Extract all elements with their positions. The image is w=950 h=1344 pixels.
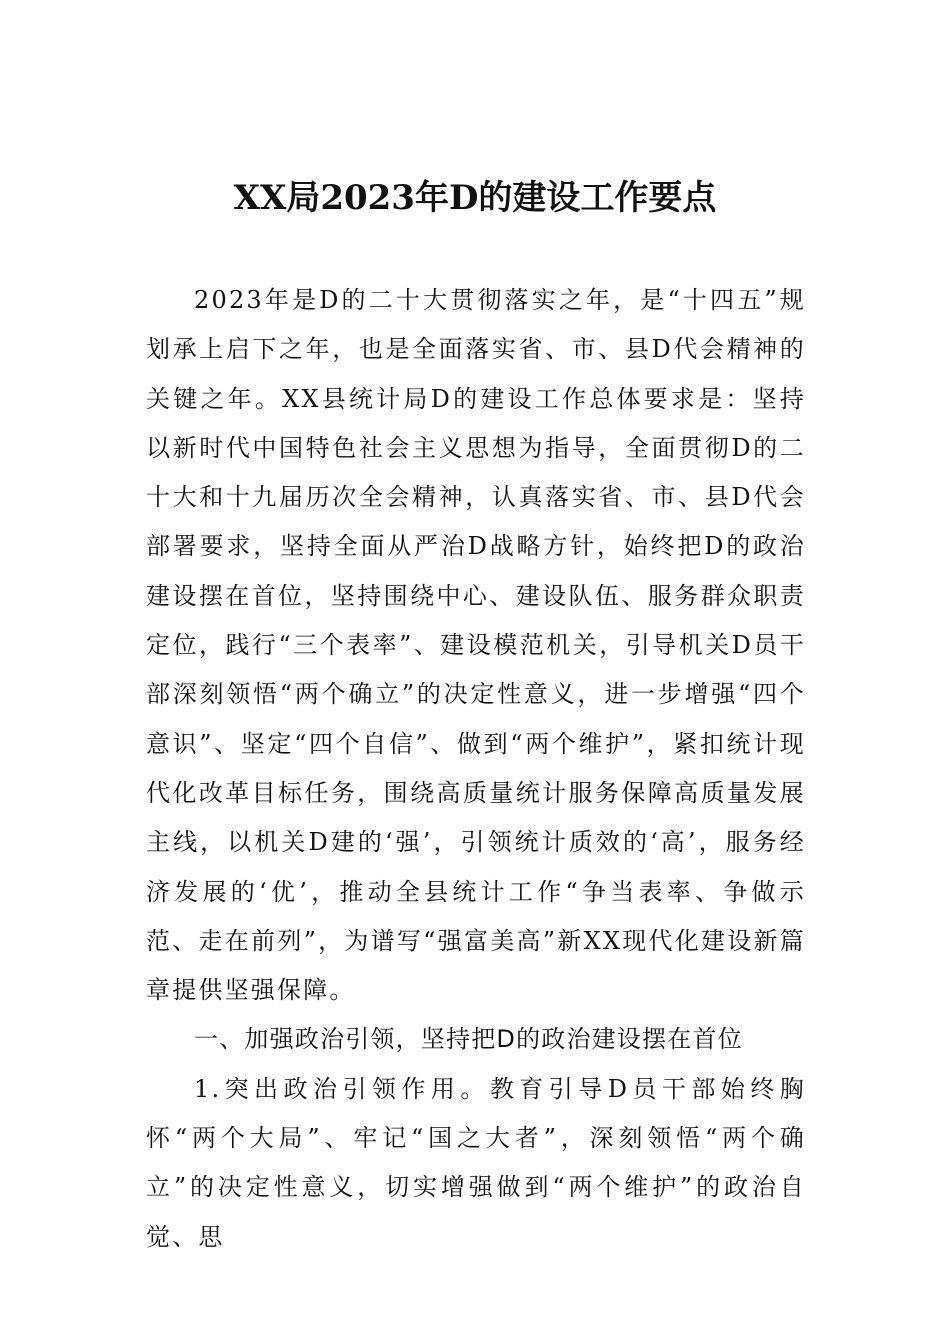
intro-paragraph: 2023年是D的二十大贯彻落实之年，是“十四五”规划承上启下之年，也是全面落实省、市、县D代会精神的关键之年。XX县统计局D的建设工作总体要求是：坚持以新时代中国特色社会主义思想为指导，全面贯彻D的二十大和十九届历次全会精神，认真落实省、市、县D代会部署要求，坚持全面从严治D战略方针，始终把D的政治建设摆在首位，坚持围绕中心、建设队伍、服务群众职责定位，践行“三个表率”、建设模范机关，引导机关D员干部深刻领悟“两个确立”的决定性意义，进一步增强“四个意识”、坚定“四个自信”、做到“两个维护”，紧扣统计现代化改革目标任务，围绕高质量统计服务保障高质量发展主线，以机关D建的‘强’，引领统计质效的‘高’，服务经济发展的‘优’，推动全县统计工作“争当表率、争做示范、走在前列”，为谱写“强富美高”新XX现代化建设新篇章提供坚强保障。 <box>146 286 806 1005</box>
section-heading: 一、加强政治引领，坚持把D的政治建设摆在首位 <box>194 1025 743 1054</box>
document-title: XX局2023年D的建设工作要点 <box>233 178 717 218</box>
item-paragraph: 1.突出政治引领作用。教育引导D员干部始终胸怀“两个大局”、牢记“国之大者”，深刻领悟“两个确立”的决定性意义，切实增强做到“两个维护”的政治自觉、思 <box>146 1074 806 1251</box>
document-body <box>146 276 806 1262</box>
